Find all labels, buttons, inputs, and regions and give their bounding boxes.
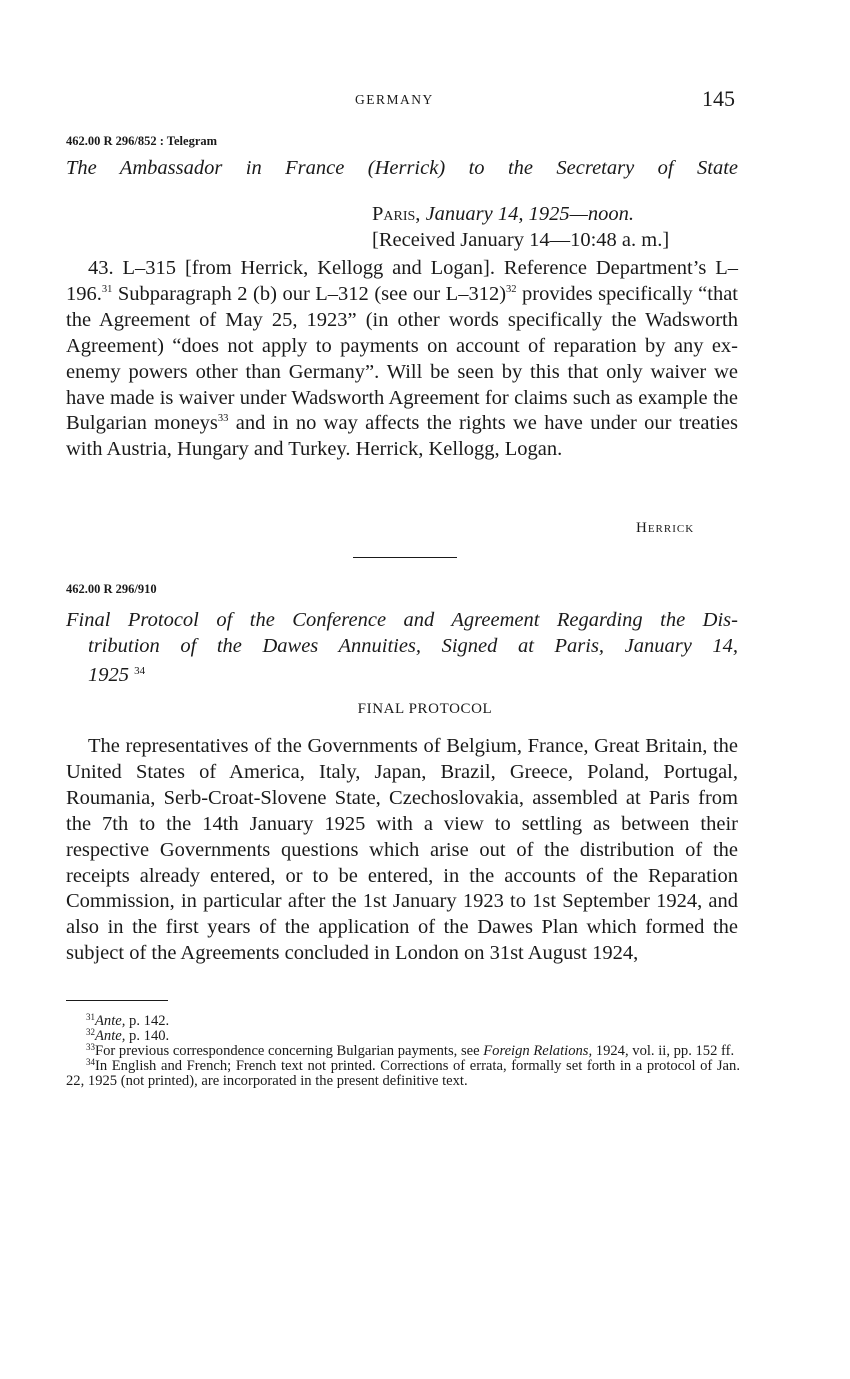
footnote xyxy=(66,1044,740,1059)
footnote-number: 31 xyxy=(86,1012,95,1022)
document-heading xyxy=(66,608,738,689)
section-divider xyxy=(353,557,457,558)
footnote-ref: 31 xyxy=(101,283,113,295)
footnote-text: p. 140. xyxy=(125,1028,170,1044)
footnote-italic: Ante, xyxy=(95,1013,126,1029)
heading-line: 1925 xyxy=(88,664,129,686)
footnote-ref: 34 xyxy=(134,665,146,677)
heading-line: tribution of the Dawes Annuities, Signed at Paris, January 14, xyxy=(88,634,738,657)
footnote-text: For previous correspondence concerning Bulgarian payments, see xyxy=(95,1043,484,1059)
footnote-number: 33 xyxy=(86,1042,95,1052)
dateline-date: January 14, 1925—noon. xyxy=(425,203,634,225)
footnote xyxy=(66,1059,740,1089)
document-file-number: 462.00 R 296/910 xyxy=(66,582,157,596)
body-text: 43. L–315 [from Herrick, Kellogg and Logan]. Reference Department’s L–196. xyxy=(66,257,738,305)
footnote-ref: 33 xyxy=(217,413,229,425)
footnotes xyxy=(66,1014,740,1089)
document-file-number: 462.00 R 296/852 : Telegram xyxy=(66,134,218,148)
footnote-italic: Foreign Relations, xyxy=(483,1043,593,1059)
footnote-number: 32 xyxy=(86,1027,95,1037)
dateline-place: Paris, xyxy=(372,203,421,225)
running-head: GERMANY xyxy=(355,92,434,107)
footnote xyxy=(66,1014,740,1029)
heading-line: Final Protocol of the Conference and Agreement Regarding the Dis- xyxy=(66,609,738,631)
body-text: provides specifically “that the Agreement of May 25, 1923” (in other words specifically the Wadsworth Agreement) “does not apply to payments on account of reparation by any ex-enemy powers other than Germany”. Will be seen by this that only waiver we have made is waiver under Wadsworth Agreement for claims such as example the Bulgarian moneys xyxy=(66,282,738,435)
protocol-body xyxy=(66,734,738,967)
page-number: 145 xyxy=(702,86,735,111)
body-text: and in no way affects the rights we have under our treaties with Austria, Hungary and Turkey. Herrick, Kellogg, Logan. xyxy=(66,412,738,461)
footnote-text: p. 142. xyxy=(125,1013,170,1029)
footnote-divider xyxy=(66,1000,168,1001)
signature: Herrick xyxy=(636,520,695,536)
footnote-text: In English and French; French text not printed. Corrections of errata, formally set forth in a protocol of Jan. 22, 1925 (not printed), are incorporated in the present definitive text. xyxy=(66,1058,740,1089)
footnote-text: 1924, vol. ii, pp. 152 ff. xyxy=(592,1043,735,1059)
footnote-ref: 32 xyxy=(506,283,517,295)
body-text: Subparagraph 2 (b) our L–312 (see our L–312) xyxy=(112,282,507,305)
telegram-body xyxy=(66,256,738,463)
received-note: [Received January 14—10:48 a. m.] xyxy=(372,229,670,251)
footnote xyxy=(66,1029,740,1044)
document-heading: The Ambassador in France (Herrick) to the Secretary of State xyxy=(66,157,738,179)
footnote-italic: Ante, xyxy=(95,1028,126,1044)
body-text: The representatives of the Governments of Belgium, France, Great Britain, the United States of America, Italy, Japan, Brazil, Greece, Poland, Portugal, Roumania, Serb-Croat-Slovene State, Czechoslovakia, assembled at Paris from the 7th to the 14th January 1925 with a view to settling as between their respective Governments questions which arise out of the distribution of the receipts already entered, or to be entered, in the accounts of the Reparation Commission, in particular after the 1st January 1923 to 1st September 1924, and also in the first years of the application of the Dawes Plan which formed the subject of the Agreements concluded in London on 31st August 1924, xyxy=(66,735,738,965)
footnote-number: 34 xyxy=(86,1057,95,1067)
section-title: FINAL PROTOCOL xyxy=(357,701,493,717)
dateline xyxy=(372,201,669,253)
